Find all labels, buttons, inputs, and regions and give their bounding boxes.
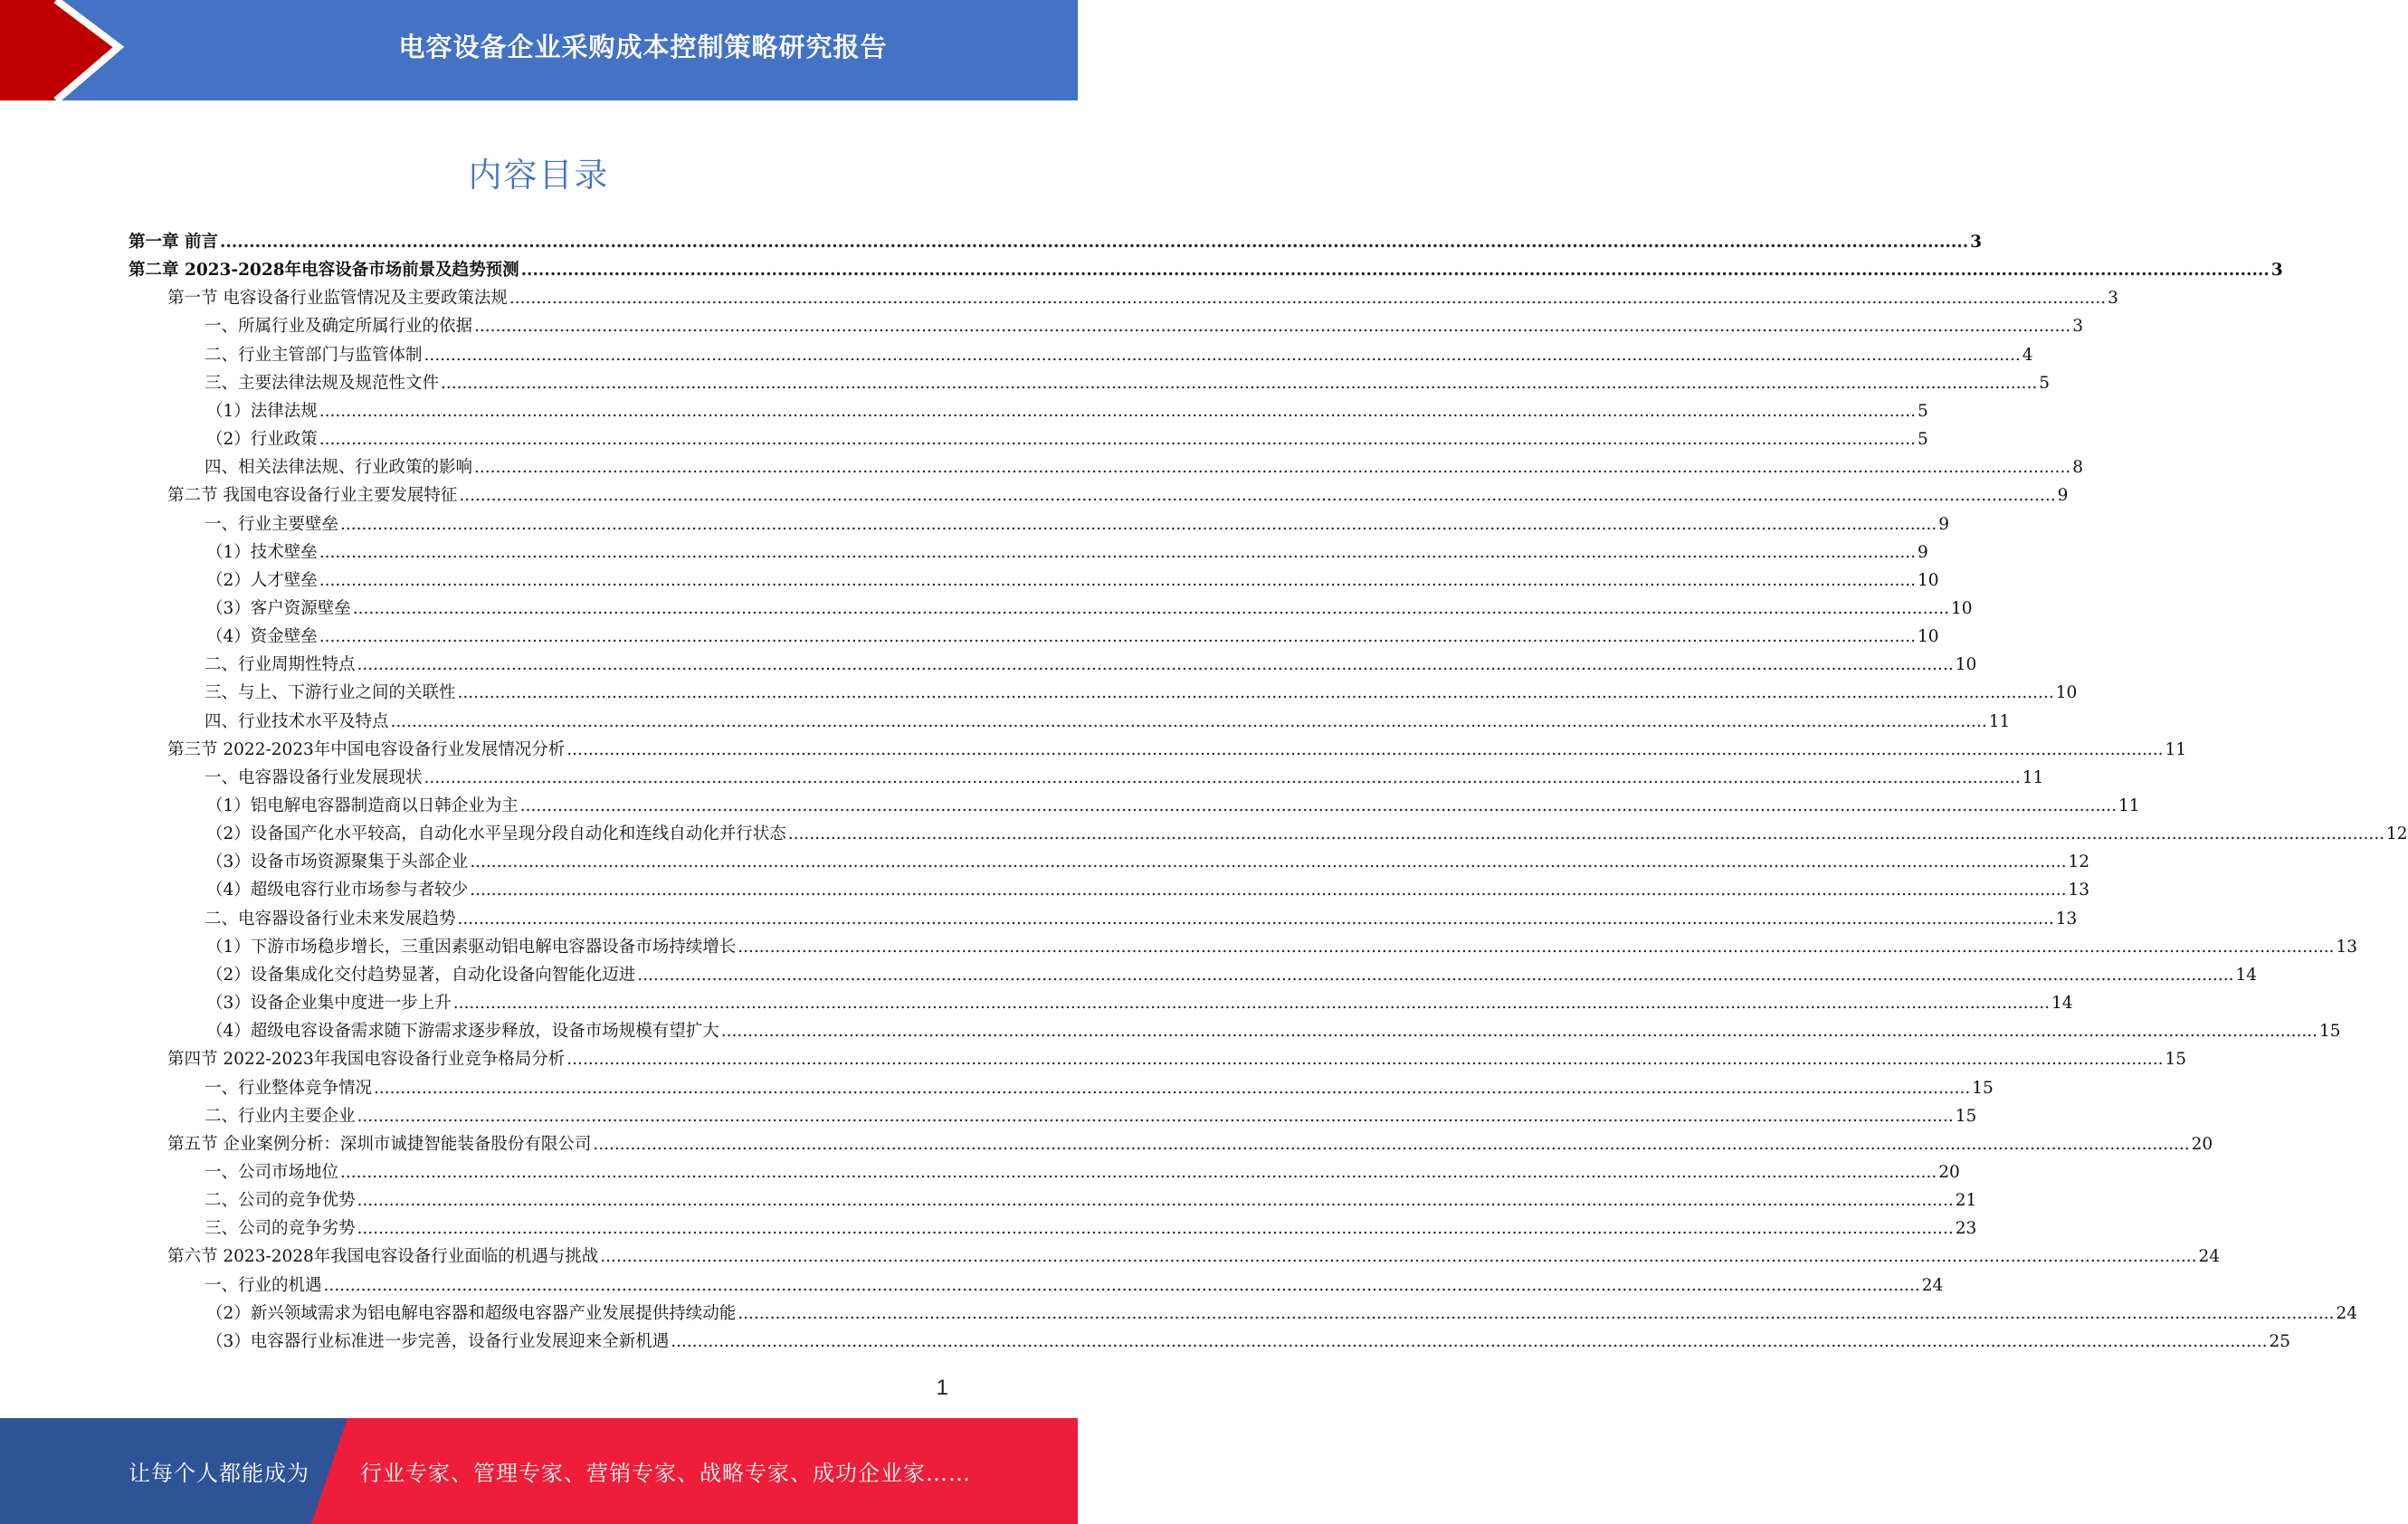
toc-entry-page: 3 [2072, 317, 2083, 337]
toc-entry-title: 二、行业周期性特点 [205, 655, 356, 675]
toc-entry-title: 三、与上、下游行业之间的关联性 [205, 683, 456, 703]
toc-entry[interactable] [205, 371, 2050, 396]
toc-dot-leader: ............................................................................................................................................................................................................................................................................................................ [340, 1162, 1937, 1182]
page-footer [0, 1418, 1078, 1524]
toc-entry-title: （1）下游市场稳步增长，三重因素驱动铝电解电容器设备市场持续增长 [206, 937, 737, 957]
toc-dot-leader: ............................................................................................................................................................................................................................................................................................................ [520, 261, 2270, 281]
toc-entry-page: 9 [1938, 514, 1949, 534]
toc-dot-leader: ............................................................................................................................................................................................................................................................................................................ [319, 627, 1916, 647]
toc-entry-title: （1）铝电解电容器制造商以日韩企业为主 [206, 796, 519, 815]
toc-entry-title: （1）法律法规 [206, 401, 318, 421]
toc-entry-page: 20 [1938, 1162, 1960, 1182]
toc-entry[interactable] [205, 710, 2011, 735]
toc-entry-title: （3）客户资源壁垒 [206, 598, 351, 618]
toc-entry-page: 5 [1917, 430, 1928, 450]
toc-entry-page: 24 [2336, 1303, 2358, 1323]
toc-entry-title: 三、主要法律法规及规范性文件 [205, 373, 440, 393]
toc-dot-leader: ............................................................................................................................................................................................................................................................................................................ [357, 655, 1954, 675]
toc-entry[interactable] [205, 343, 2033, 368]
toc-entry-title: （3）设备企业集中度进一步上升 [206, 994, 452, 1014]
footer-slogan-left: 让每个人都能成为 [128, 1461, 309, 1486]
toc-entry[interactable] [167, 1244, 2221, 1270]
toc-entry-page: 3 [2108, 289, 2118, 309]
toc-entry-page: 15 [1955, 1106, 1977, 1126]
toc-entry-page: 25 [2269, 1331, 2291, 1351]
toc-entry[interactable] [205, 1273, 1944, 1299]
toc-entry[interactable] [205, 766, 2044, 791]
toc-entry-page: 10 [2055, 683, 2078, 703]
toc-entry-page: 3 [1970, 233, 1983, 252]
toc-dot-leader: ............................................................................................................................................................................................................................................................................................................ [509, 289, 2107, 309]
toc-dot-leader: ............................................................................................................................................................................................................................................................................................................ [319, 542, 1916, 562]
toc-dot-leader: ............................................................................................................................................................................................................................................................................................................ [566, 739, 2164, 759]
toc-entry-title: （4）超级电容行业市场参与者较少 [206, 881, 469, 900]
toc-entry[interactable] [167, 1132, 2213, 1157]
toc-entry-page: 24 [2198, 1247, 2221, 1267]
toc-entry-page: 14 [2235, 965, 2258, 985]
toc-entry-page: 10 [1955, 655, 1977, 675]
toc-entry-title: 第三节 2022-2023年中国电容设备行业发展情况分析 [167, 739, 566, 759]
toc-dot-leader: ............................................................................................................................................................................................................................................................................................................ [671, 1331, 2268, 1351]
toc-dot-leader: ............................................................................................................................................................................................................................................................................................................ [452, 994, 2050, 1014]
toc-entry-page: 11 [1988, 711, 2011, 731]
toc-dot-leader: ............................................................................................................................................................................................................................................................................................................ [738, 1303, 2335, 1323]
toc-entry-title: 第一节 电容设备行业监管情况及主要政策法规 [167, 289, 508, 309]
toc-entry[interactable] [206, 624, 1939, 650]
toc-entry-page: 9 [2057, 486, 2069, 506]
toc-entry[interactable] [205, 1216, 1977, 1242]
toc-entry[interactable] [206, 399, 1928, 424]
page-number: 1 [936, 1376, 948, 1400]
toc-entry-page: 23 [1955, 1219, 1977, 1239]
arrow-chevron-icon [0, 0, 145, 100]
toc-dot-leader: ............................................................................................................................................................................................................................................................................................................ [441, 373, 2038, 393]
toc-entry[interactable] [206, 850, 2090, 875]
toc-entry-title: 一、行业的机遇 [205, 1275, 322, 1295]
toc-entry[interactable] [205, 652, 1977, 678]
toc-entry[interactable] [206, 963, 2258, 988]
toc-entry[interactable] [205, 1104, 1977, 1129]
toc-entry-title: 第二节 我国电容设备行业主要发展特征 [167, 486, 458, 506]
toc-entry-title: 一、行业主要壁垒 [205, 514, 339, 534]
toc-entry-page: 4 [2022, 345, 2033, 365]
toc-entry-page: 8 [2072, 458, 2083, 478]
toc-entry-title: （4）超级电容设备需求随下游需求逐步释放，设备市场规模有望扩大 [206, 1022, 719, 1042]
toc-entry-page: 11 [2165, 739, 2187, 759]
toc-dot-leader: ............................................................................................................................................................................................................................................................................................................ [519, 796, 2117, 815]
toc-dot-leader: ............................................................................................................................................................................................................................................................................................................ [474, 317, 2071, 337]
toc-entry-page: 20 [2191, 1134, 2213, 1154]
toc-entry-title: （3）设备市场资源聚集于头部企业 [206, 852, 469, 872]
toc-dot-leader: ............................................................................................................................................................................................................................................................................................................ [219, 233, 1969, 252]
toc-dot-leader: ............................................................................................................................................................................................................................................................................................................ [459, 486, 2056, 506]
toc-entry-page: 5 [1917, 401, 1928, 421]
toc-entry[interactable] [205, 512, 1949, 538]
toc-dot-leader: ............................................................................................................................................................................................................................................................................................................ [424, 767, 2021, 787]
toc-entry-title: （2）设备国产化水平较高，自动化水平呈现分段自动化和连线自动化并行状态 [206, 824, 786, 844]
toc-entry-title: （3）电容器行业标准进一步完善，设备行业发展迎来全新机遇 [206, 1331, 670, 1351]
toc-entry-title: 二、公司的竞争优势 [205, 1191, 356, 1211]
toc-entry[interactable] [206, 794, 2140, 819]
toc-dot-leader: ............................................................................................................................................................................................................................................................................................................ [787, 824, 2384, 844]
toc-dot-leader: ............................................................................................................................................................................................................................................................................................................ [319, 401, 1916, 421]
toc-dot-leader: ............................................................................................................................................................................................................................................................................................................ [374, 1078, 1971, 1098]
toc-dot-leader: ............................................................................................................................................................................................................................................................................................................ [323, 1275, 1920, 1295]
toc-dot-leader: ............................................................................................................................................................................................................................................................................................................ [593, 1134, 2190, 1154]
toc-dot-leader: ............................................................................................................................................................................................................................................................................................................ [457, 909, 2054, 929]
toc-entry-title: 第一章 前言 [128, 233, 218, 252]
toc-entry[interactable] [167, 738, 2187, 763]
toc-entry-title: 第五节 企业案例分析：深圳市诚捷智能装备股份有限公司 [167, 1134, 592, 1154]
toc-entry[interactable] [206, 540, 1928, 566]
toc-entry-page: 9 [1917, 542, 1928, 562]
toc-entry[interactable] [205, 907, 2078, 932]
toc-dot-leader: ............................................................................................................................................................................................................................................................................................................ [457, 683, 2054, 703]
toc-entry[interactable] [205, 455, 2083, 481]
toc-entry[interactable] [128, 258, 2283, 283]
toc-entry[interactable] [206, 1019, 2341, 1044]
toc-dot-leader: ............................................................................................................................................................................................................................................................................................................ [390, 711, 1987, 731]
toc-entry[interactable] [167, 286, 2118, 311]
toc-entry[interactable] [206, 1329, 2291, 1355]
toc-entry[interactable] [206, 596, 1973, 622]
toc-entry-title: 第六节 2023-2028年我国电容设备行业面临的机遇与挑战 [167, 1247, 599, 1267]
toc-entry[interactable] [167, 483, 2069, 509]
toc-entry-title: 第二章 2023-2028年电容设备市场前景及趋势预测 [128, 261, 519, 281]
toc-dot-leader: ............................................................................................................................................................................................................................................................................................................ [319, 430, 1916, 450]
toc-entry-page: 13 [2068, 881, 2090, 900]
toc-entry-page: 15 [2318, 1022, 2341, 1042]
toc-entry-page: 3 [2270, 261, 2283, 281]
toc-dot-leader: ............................................................................................................................................................................................................................................................................................................ [352, 598, 1949, 618]
toc-dot-leader: ............................................................................................................................................................................................................................................................................................................ [470, 881, 2067, 900]
toc-entry[interactable] [205, 1160, 1960, 1186]
toc-entry-title: 三、公司的竞争劣势 [205, 1219, 356, 1239]
toc-entry-page: 10 [1950, 598, 1973, 618]
toc-entry-title: 四、行业技术水平及特点 [205, 711, 389, 731]
toc-entry-title: 一、公司市场地位 [205, 1162, 339, 1182]
toc-entry[interactable] [205, 681, 2078, 706]
toc-entry-title: 二、电容器设备行业未来发展趋势 [205, 909, 456, 929]
toc-dot-leader: ............................................................................................................................................................................................................................................................................................................ [637, 965, 2234, 985]
toc-entry-page: 11 [2118, 796, 2140, 815]
toc-entry[interactable] [167, 1047, 2187, 1072]
toc-dot-leader: ............................................................................................................................................................................................................................................................................................................ [600, 1247, 2197, 1267]
toc-dot-leader: ............................................................................................................................................................................................................................................................................................................ [470, 852, 2067, 872]
toc-entry[interactable] [205, 1076, 1994, 1101]
toc-entry-page: 24 [1921, 1275, 1944, 1295]
toc-dot-leader: ............................................................................................................................................................................................................................................................................................................ [357, 1191, 1954, 1211]
toc-entry-page: 11 [2022, 767, 2044, 787]
toc-heading: 内容目录 [468, 156, 610, 195]
toc-entry-title: （1）技术壁垒 [206, 542, 318, 562]
toc-entry-page: 10 [1917, 627, 1939, 647]
toc-entry[interactable] [206, 878, 2090, 903]
toc-entry-title: （2）设备集成化交付趋势显著，自动化设备向智能化迈进 [206, 965, 636, 985]
toc-entry[interactable] [206, 427, 1928, 452]
toc-entry-page: 13 [2336, 937, 2358, 957]
toc-dot-leader: ............................................................................................................................................................................................................................................................................................................ [738, 937, 2335, 957]
toc-entry-page: 21 [1955, 1191, 1977, 1211]
toc-entry-page: 13 [2055, 909, 2078, 929]
toc-entry-title: （4）资金壁垒 [206, 627, 318, 647]
toc-entry-title: （2）行业政策 [206, 430, 318, 450]
toc-entry-page: 10 [1917, 570, 1939, 590]
toc-entry-title: 一、所属行业及确定所属行业的依据 [205, 317, 473, 337]
toc-entry-title: （2）人才壁垒 [206, 570, 318, 590]
toc-entry-title: 第四节 2022-2023年我国电容设备行业竞争格局分析 [167, 1050, 566, 1070]
toc-entry-page: 12 [2068, 852, 2090, 872]
page-header [0, 0, 1078, 100]
toc-entry-title: 一、行业整体竞争情况 [205, 1078, 373, 1098]
toc-entry-page: 15 [1972, 1078, 1994, 1098]
toc-dot-leader: ............................................................................................................................................................................................................................................................................................................ [424, 345, 2021, 365]
toc-dot-leader: ............................................................................................................................................................................................................................................................................................................ [319, 570, 1916, 590]
toc-entry[interactable] [206, 568, 1939, 594]
toc-entry[interactable] [206, 1301, 2358, 1327]
toc-dot-leader: ............................................................................................................................................................................................................................................................................................................ [474, 458, 2071, 478]
toc-dot-leader: ............................................................................................................................................................................................................................................................................................................ [340, 514, 1937, 534]
toc-dot-leader: ............................................................................................................................................................................................................................................................................................................ [357, 1219, 1954, 1239]
toc-entry[interactable] [205, 1188, 1977, 1214]
toc-entry-title: 二、行业内主要企业 [205, 1106, 356, 1126]
toc-entry-title: 二、行业主管部门与监管体制 [205, 345, 423, 365]
report-title: 电容设备企业采购成本控制策略研究报告 [398, 32, 888, 62]
toc-entry-title: （2）新兴领域需求为铝电解电容器和超级电容器产业发展提供持续动能 [206, 1303, 737, 1323]
footer-slogan-right: 行业专家、管理专家、营销专家、战略专家、成功企业家…… [360, 1461, 971, 1486]
toc-entry-page: 15 [2165, 1050, 2187, 1070]
toc-entry-page: 14 [2051, 994, 2073, 1014]
toc-dot-leader: ............................................................................................................................................................................................................................................................................................................ [566, 1050, 2164, 1070]
toc-entry[interactable] [206, 991, 2073, 1016]
toc-entry-page: 5 [2039, 373, 2050, 393]
toc-entry-page: 12 [2385, 824, 2408, 844]
toc-entry-title: 四、相关法律法规、行业政策的影响 [205, 458, 473, 478]
toc-entry-title: 一、电容器设备行业发展现状 [205, 767, 423, 787]
toc-entry[interactable] [206, 822, 2408, 847]
toc-entry[interactable] [205, 314, 2083, 339]
toc-dot-leader: ............................................................................................................................................................................................................................................................................................................ [720, 1022, 2318, 1042]
toc-entry[interactable] [128, 230, 1983, 255]
toc-entry[interactable] [206, 935, 2358, 960]
toc-dot-leader: ............................................................................................................................................................................................................................................................................................................ [357, 1106, 1954, 1126]
